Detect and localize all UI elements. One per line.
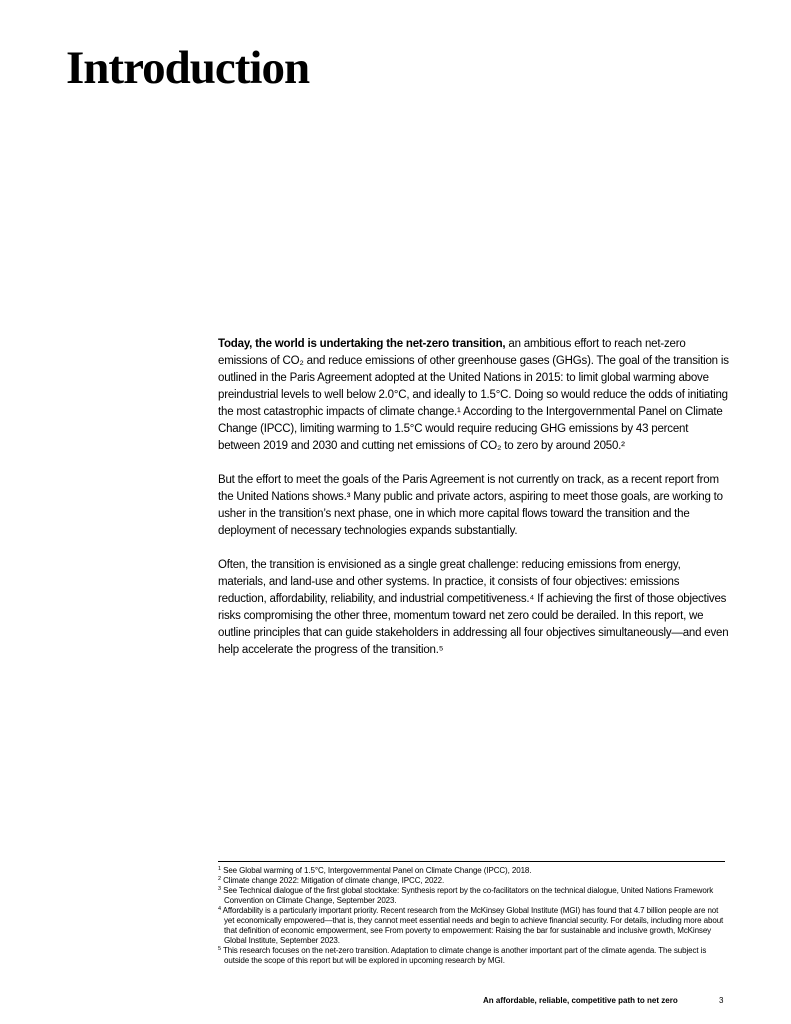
page-title: Introduction <box>66 42 310 94</box>
footnote-number: 1 <box>218 866 221 872</box>
paragraph-lead: Today, the world is undertaking the net-zero transition, <box>218 338 506 350</box>
footnote-number: 4 <box>218 906 221 912</box>
footnote <box>218 906 725 946</box>
footnote <box>218 866 725 876</box>
footnote-number: 5 <box>218 946 221 952</box>
paragraph-text: an ambitious effort to reach net-zero emissions of CO₂ and reduce emissions of other greenhouse gases (GHGs). The goal of the transition is outlined in the Paris Agreement adopted at the United Nations in 2015: to limit global warming above preindustrial levels to well below 2.0°C, and ideally to 1.5°C. Doing so would reduce the odds of initiating the most catastrophic impacts of climate change.¹ According to the Intergovernmental Panel on Climate Change (IPCC), limiting warming to 1.5°C would require reducing GHG emissions by 43 percent between 2019 and 2030 and cutting net emissions of CO₂ to zero by around 2050.² <box>218 338 729 452</box>
footnote <box>218 876 725 886</box>
body-text <box>218 336 730 676</box>
page-number: 3 <box>719 996 724 1005</box>
footnote-text: See Global warming of 1.5°C, Intergovernmental Panel on Climate Change (IPCC), 2018. <box>223 866 532 875</box>
footnote <box>218 946 725 966</box>
footnote-text: See Technical dialogue of the first global stocktake: Synthesis report by the co-facilitators on the technical dialogue, United Nations Framework Convention on Climate Change, September 2023. <box>223 886 714 905</box>
footnote-text: This research focuses on the net-zero transition. Adaptation to climate change is another important part of the climate agenda. The subject is outside the scope of this report but will be explored in upcoming research by MGI. <box>222 946 707 965</box>
paragraph: But the effort to meet the goals of the Paris Agreement is not currently on track, as a recent report from the United Nations shows.³ Many public and private actors, aspiring to meet those goals, are working to usher in the transition’s next phase, one in which more capital flows toward the transition and the deployment of necessary technologies expands substantially. <box>218 474 723 537</box>
paragraph: Often, the transition is envisioned as a single great challenge: reducing emissions from energy, materials, and land-use and other systems. In practice, it consists of four objectives: emissions reduction, affordability, reliability, and industrial competitiveness.⁴ If achieving the first of those objectives risks compromising the other three, momentum toward net zero could be derailed. In this report, we outline principles that can guide stakeholders in addressing all four objectives simultaneously—and even help accelerate the progress of the transition.⁵ <box>218 559 729 656</box>
paragraph <box>218 336 730 455</box>
footnotes <box>218 861 725 966</box>
footer-report-title: An affordable, reliable, competitive path to net zero <box>483 996 678 1005</box>
footnote-number: 2 <box>218 876 221 882</box>
footnote <box>218 886 725 906</box>
footnote-text: Affordability is a particularly important priority. Recent research from the McKinsey Global Institute (MGI) has found that 4.7 billion people are not yet economically empowered—that is, they cannot meet essential needs and begin to achieve financial security. For details, including more about that definition of economic empowerment, see From poverty to empowerment: Raising the bar for sustainable and inclusive growth, McKinsey Global Institute, September 2023. <box>222 906 724 945</box>
footnote-text: Climate change 2022: Mitigation of climate change, IPCC, 2022. <box>223 876 445 885</box>
footnote-number: 3 <box>218 886 221 892</box>
